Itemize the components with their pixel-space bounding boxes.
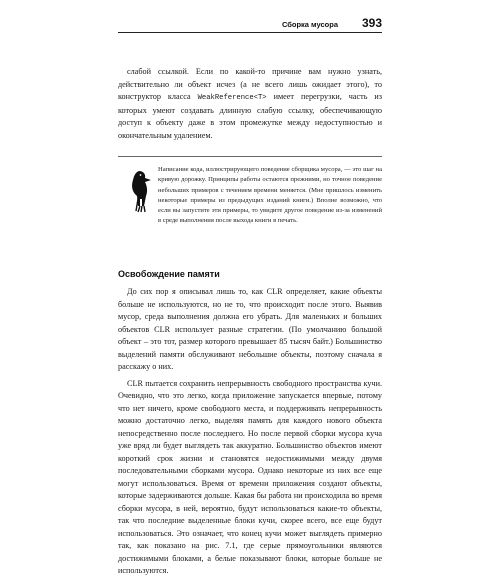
page-number: 393 <box>361 16 382 30</box>
header-rule <box>118 32 382 33</box>
intro-text-b: имеет перегрузки, часть из которых умеют создавать длинную слабую ссылку, обеспечивающую доступ к объекту даже в этом промежутке между недоступностью и окончательным удалением. <box>118 92 383 140</box>
section-heading: Освобождение памяти <box>118 269 220 279</box>
page-header <box>118 16 382 33</box>
intro-paragraph <box>118 66 382 142</box>
paragraph-1: До сих пор я описывал лишь то, как CLR определяет, какие объекты больше не используются, но не то, что происходит после этого. Выявив мусор, среда выполнения должна его убрать. Для маленьких и больших объектов CLR использует разные стратегии. (По умолчанию большой объект – это тот, размер которого превышает 85 тысяч байт.) Большинство выделений памяти обслуживают небольшие объекты, поэтому сначала я расскажу о них. <box>118 287 382 371</box>
inline-code: WeakReference<T> <box>197 94 267 102</box>
note-box <box>118 156 382 253</box>
crow-icon <box>124 168 156 214</box>
paragraph-2: CLR пытается сохранить непрерывность свободного пространства кучи. Очевидно, что это легко, когда приложение запускается впервые, потому что нет ничего, кроме свободного места, и поддерживать непрерывность можно достаточно легко, выделяя память для каждого нового объекта непосредственно после последнего. Но после первой сборки мусора куча уже вряд ли будет выглядеть так аккуратно. Большинство объектов имеют короткий срок жизни и становятся недостижимыми между двумя последовательными сборками мусора. Однако некоторые из них все еще могут использоваться. Время от времени приложения создают объекты, которые задерживаются дольше. Какая бы работа ни происходила во время сборки мусора, в ней, вероятно, будут использоваться какие-то объекты, так что последние выделенные блоки кучи, скорее всего, все еще будут использоваться. Это означает, что конец кучи может выглядеть примерно так, как показано на рис. 7.1, где серые прямоугольники являются достижимыми блоками, а белые показывают блоки, которые больше не используются. <box>118 378 382 575</box>
running-head: Сборка мусора <box>281 20 338 29</box>
page-content <box>118 66 382 578</box>
intro-text-a: слабой ссылкой. Если по какой-то причине вам нужно узнать, действительно ли объект исчез (а не всего лишь ожидает этого), то конструктор класса <box>118 67 382 101</box>
note-text: Написание кода, иллюстрирующего поведение сборщика мусора, — это шаг на кривую дорожку. Принципы работы остаются прежними, но точное поведение небольших примеров с течением времени меняется. (Мне пришлось изменить некоторые примеры из предыдущих изданий книги.) Вполне возможно, что если вы запустите эти примеры, то увидите другое поведение из-за изменений в среде выполнения после выхода книги в печать. <box>158 166 382 225</box>
